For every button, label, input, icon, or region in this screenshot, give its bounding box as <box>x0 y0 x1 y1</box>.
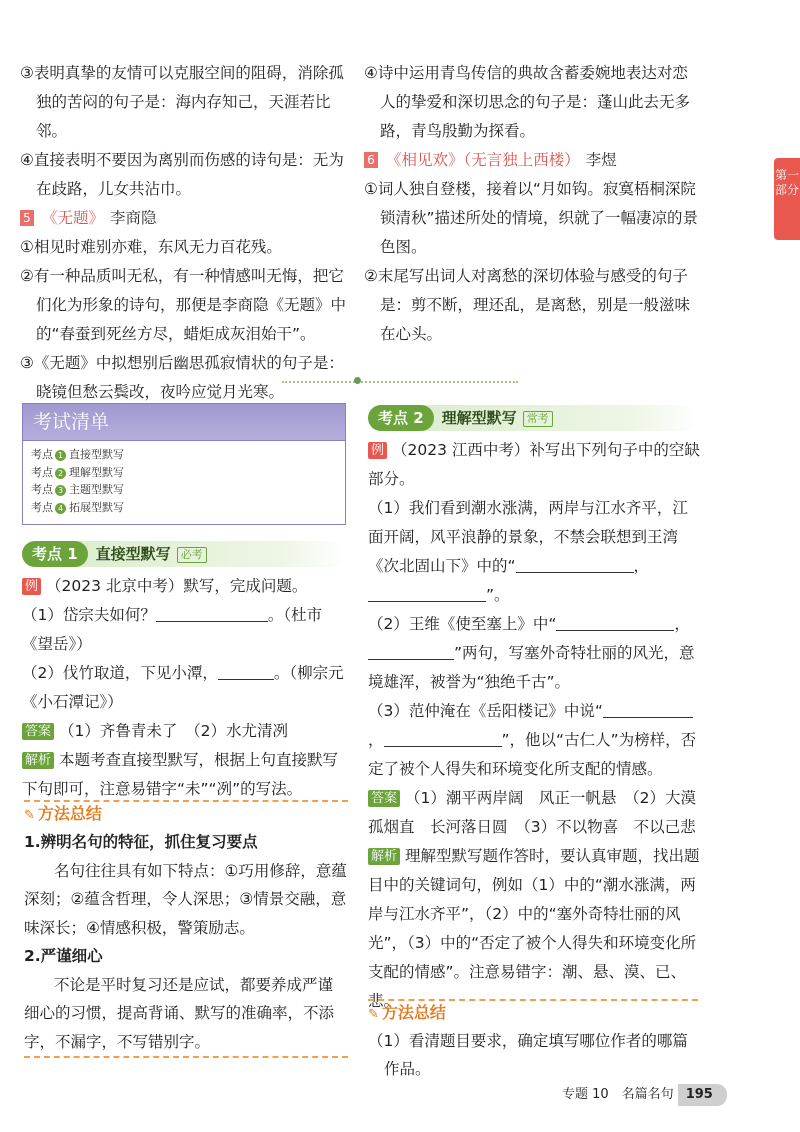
answer-blank[interactable] <box>218 661 274 680</box>
q2-text: （2）伐竹取道，下见小潭， <box>22 664 218 682</box>
poem6-title: 《相见欢》（无言独上西楼） <box>386 151 580 169</box>
item-label: 理解型默写 <box>69 465 124 479</box>
method-title-text: 方法总结 <box>37 804 102 823</box>
kp2-q2 <box>368 610 700 697</box>
kp2-method-box <box>368 999 698 1083</box>
exam-checklist-items <box>23 441 345 521</box>
answer-text: （1）潮平两岸阔 风正一帆悬 （2）大漠孤烟直 长河落日圆 （3）不以物喜 不以己悲 <box>368 789 696 836</box>
method-point-1-body: 名句往往具有如下特点：①巧用修辞，意蕴深刻；②蕴含哲理，令人深思；③情景交融，意味深长；④情感积极，警策励志。 <box>24 861 347 937</box>
page-number: 195 <box>678 1084 727 1106</box>
item-label: 主题型默写 <box>69 483 124 496</box>
poem6-author: 李煜 <box>585 151 617 169</box>
kp2-q3 <box>368 697 700 784</box>
item-prefix: 考点 <box>31 483 53 496</box>
comma: ， <box>633 557 650 575</box>
kp2-method-content <box>368 1027 698 1083</box>
poem6-line-1: ①词人独自登楼，接着以“月如钩。寂寞梧桐深院锁清秋”描述所处的情境，织就了一幅凄凉的景色图。 <box>364 180 699 256</box>
item-prefix: 考点 <box>31 500 53 514</box>
example-label: 例 <box>22 578 41 595</box>
exam-checklist-item[interactable] <box>31 481 337 499</box>
divider-dot <box>354 377 361 384</box>
poem6-header <box>364 146 700 175</box>
kp2-example <box>368 436 700 494</box>
analysis-label: 解析 <box>22 752 54 769</box>
q2-text: （2）王维《使至塞上》中“ <box>368 615 557 633</box>
kp1-method-title <box>24 802 348 828</box>
answer-label: 答案 <box>368 790 400 807</box>
answer-blank[interactable] <box>368 641 454 660</box>
q2-end: ”两句，写塞外奇特壮丽的风光，意境雄浑，被誉为“独绝千古”。 <box>368 644 695 691</box>
kp2-title: 理解型默写 <box>441 409 517 427</box>
section-divider <box>282 381 518 383</box>
answer-blank[interactable] <box>368 583 486 602</box>
kp1-q1 <box>22 601 352 659</box>
poem5-line-1: ①相见时难别亦难，东风无力百花残。 <box>20 238 282 256</box>
analysis-text: 本题考查直接型默写，根据上句直接默写下句即可，注意易错字“未”“冽”的写法。 <box>22 751 339 798</box>
poem6-line-2: ②末尾写出词人对离愁的深切体验与感受的句子是：剪不断，理还乱，是离愁，别是一般滋味在心头。 <box>364 267 691 343</box>
poem5-header <box>20 204 350 233</box>
exam-checklist-box <box>22 403 346 525</box>
item-number-badge: 4 <box>55 503 66 514</box>
answer-blank[interactable] <box>556 612 674 631</box>
exam-checklist-item[interactable] <box>31 446 337 464</box>
top-left-column <box>20 59 350 407</box>
poem4-line-4: ④直接表明不要因为离别而伤感的诗句是：无为在歧路，儿女共沾巾。 <box>20 151 344 198</box>
kp1-answer <box>22 717 352 746</box>
pencil-icon: ✎ <box>368 1007 379 1022</box>
item-prefix: 考点 <box>31 448 53 461</box>
exam-checklist-item[interactable] <box>31 499 337 517</box>
pencil-icon: ✎ <box>24 808 35 823</box>
q1-end: 。（杜市《望岳》） <box>22 606 323 653</box>
analysis-label: 解析 <box>368 848 400 865</box>
comma: ， <box>674 615 690 633</box>
comma: ， <box>368 731 384 749</box>
kp1-analysis <box>22 746 352 804</box>
item-number-badge: 1 <box>55 450 66 461</box>
top-right-column <box>364 59 700 349</box>
exam-checklist-title: 考试清单 <box>23 404 345 441</box>
q1-text: （1）岱宗夫如何？ <box>22 606 156 624</box>
kp2-tag: 考点 2 <box>368 405 434 431</box>
kp2-body <box>368 436 700 1016</box>
q1-text: （1）我们看到潮水涨满，两岸与江水齐平，江面开阔，风平浪静的景象，不禁会联想到王湾《次北固山下》中的“ <box>368 499 688 575</box>
item-number-badge: 3 <box>55 485 66 496</box>
method-title-text: 方法总结 <box>381 1003 446 1022</box>
poem5-author: 李商隐 <box>110 209 157 227</box>
method-point-1: （1）看清题目要求，确定填写哪位作者的哪篇作品。 <box>368 1032 688 1078</box>
answer-blank[interactable] <box>516 554 634 573</box>
kp2-header <box>368 405 698 431</box>
poem5-number: 5 <box>20 210 34 226</box>
kp1-example <box>22 572 352 601</box>
answer-text: （1）齐鲁青未了 （2）水尤清冽 <box>59 722 288 740</box>
method-point-2-title: 2.严谨细心 <box>24 947 103 965</box>
kp2-analysis <box>368 842 700 1016</box>
q1-end: ”。 <box>486 586 510 604</box>
method-point-1-title: 1.辨明名句的特征，抓住复习要点 <box>24 833 258 851</box>
item-label: 拓展型默写 <box>69 500 124 514</box>
page-footer <box>562 1084 727 1106</box>
q2-end: 。（柳宗元《小石潭记》） <box>22 664 344 711</box>
poem5-title: 《无题》 <box>42 209 105 227</box>
answer-blank[interactable] <box>384 728 502 747</box>
poem6-number: 6 <box>364 152 378 168</box>
kp2-answer <box>368 784 700 842</box>
kp2-badge: 常考 <box>523 411 553 427</box>
answer-label: 答案 <box>22 723 54 740</box>
kp1-method-box <box>24 800 348 1058</box>
kp1-tag: 考点 1 <box>22 541 88 567</box>
poem5-line-4: ④诗中运用青鸟传信的典故含蓄委婉地表达对恋人的挚爱和深切思念的句子是：蓬山此去无多路，青鸟殷勤为探看。 <box>364 64 691 140</box>
poem5-line-2: ②有一种品质叫无私，有一种情感叫无悔，把它们化为形象的诗句，那便是李商隐《无题》中的“春蚕到死丝方尽，蜡炬成灰泪始干”。 <box>20 267 347 343</box>
example-label: 例 <box>368 442 387 459</box>
poem4-line-3: ③表明真挚的友情可以克服空间的阻碍，消除孤独的苦闷的句子是：海内存知己，天涯若比邻。 <box>20 64 344 140</box>
kp1-method-content <box>24 828 348 1056</box>
item-prefix: 考点 <box>31 465 53 479</box>
q3-text: （3）范仲淹在《岳阳楼记》中说“ <box>368 702 603 720</box>
item-number-badge: 2 <box>55 468 66 479</box>
item-label: 直接型默写 <box>69 448 124 461</box>
kp1-title: 直接型默写 <box>95 545 171 563</box>
method-point-2-body: 不论是平时复习还是应试，都要养成严谨细心的习惯，提高背诵、默写的准确率，不添字，不漏字，不写错别字。 <box>24 975 335 1051</box>
kp2-method-title <box>368 1001 698 1027</box>
kp1-q2 <box>22 659 352 717</box>
answer-blank[interactable] <box>603 699 693 718</box>
kp1-body <box>22 572 352 804</box>
exam-checklist-item[interactable] <box>31 464 337 482</box>
section-side-tab: 第一部分 <box>774 158 800 240</box>
q3-end: ”，他以“古仁人”为榜样，否定了被个人得失和环境变化所支配的情感。 <box>368 731 697 778</box>
kp2-q1 <box>368 494 700 610</box>
example-intro: （2023 江西中考）补写出下列句子中的空缺部分。 <box>368 441 700 488</box>
example-intro: （2023 北京中考）默写，完成问题。 <box>46 577 308 595</box>
kp1-header <box>22 541 346 567</box>
poem5-line-3: ③《无题》中拟想别后幽思孤寂情状的句子是：晓镜但愁云鬓改，夜吟应觉月光寒。 <box>20 354 344 401</box>
answer-blank[interactable] <box>156 603 268 622</box>
footer-topic: 专题 10 名篇名句 <box>562 1087 674 1102</box>
kp1-badge: 必考 <box>177 547 207 563</box>
analysis-text: 理解型默写题作答时，要认真审题，找出题目中的关键词句，例如（1）中的“潮水涨满，两岸与江水齐平”，（2）中的“塞外奇特壮丽的风光”，（3）中的“否定了被个人得失和环境变化所支配的情感”。注意易错字：潮、悬、漠、已、悲。 <box>368 847 700 1010</box>
